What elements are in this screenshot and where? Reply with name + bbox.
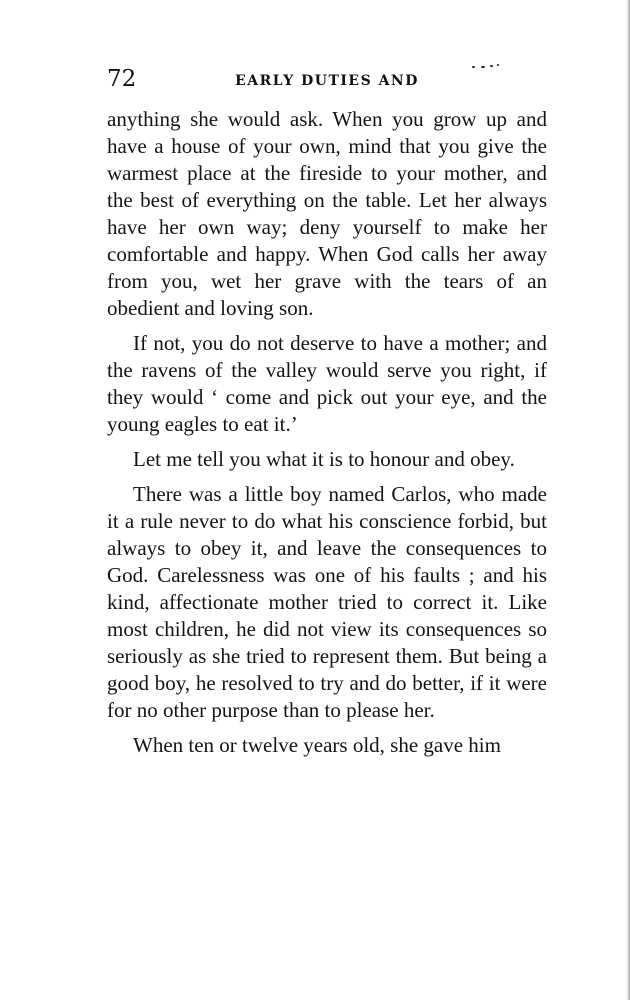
page-header: [107, 64, 547, 94]
paragraph: When ten or twelve years old, she gave him: [133, 733, 501, 757]
page-edge-shadow: [626, 0, 630, 1000]
body-text: [107, 106, 547, 767]
paragraph: There was a little boy named Carlos, who made it a rule never to do what his conscience forbid, but always to obey it, and leave the consequences to God. Carelessness was one of his faults ; and his kind, affectionate mother tried to correct it. Like most children, he did not view its consequences so seriously as she tried to represent them. But being a good boy, he resolved to try and do better, if it were for no other purpose than to please her.: [107, 482, 547, 722]
running-head: EARLY DUTIES AND: [235, 73, 419, 89]
paragraph: anything she would ask. When you grow up and have a house of your own, mind that you give the warmest place at the fireside to your mother, and the best of everything on the table. Let her always have her own way; deny yourself to make her comfortable and happy. When God calls her away from you, wet her grave with the tears of an obedient and loving son.: [107, 107, 547, 320]
paragraph: Let me tell you what it is to honour and obey.: [133, 447, 515, 471]
page-number: 72: [107, 66, 137, 92]
paragraph: If not, you do not deserve to have a mother; and the ravens of the valley would serve you right, if they would ‘ come and pick out your eye, and the young eagles to eat it.’: [107, 331, 547, 436]
